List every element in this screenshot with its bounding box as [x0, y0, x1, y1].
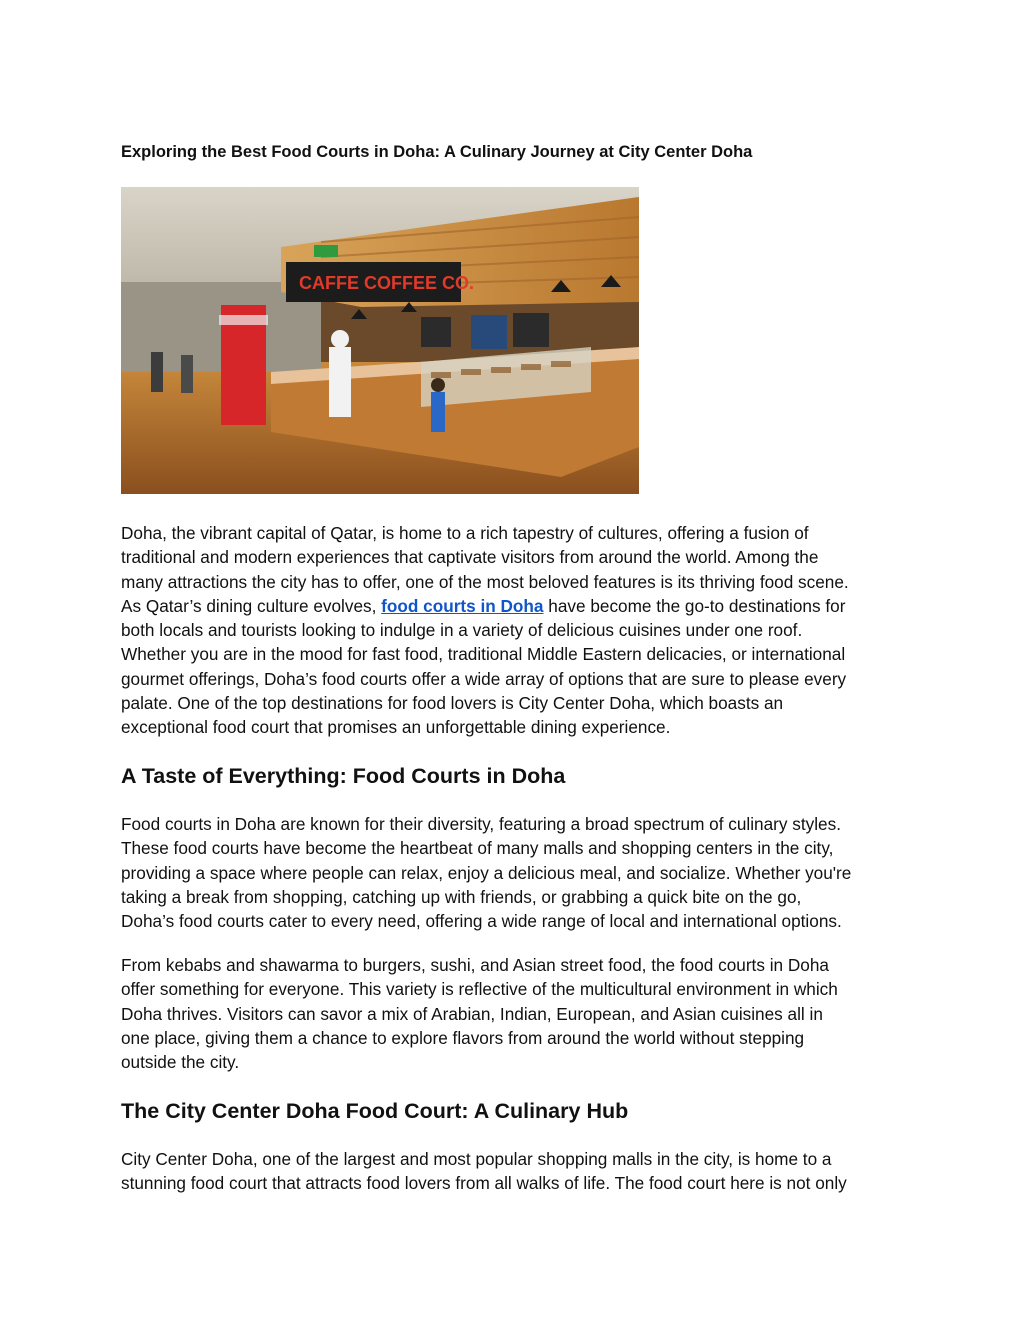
text-line: Doha thrives. Visitors can savor a mix of Arabian, Indian, European, and Asian cuisines all in: [121, 1003, 823, 1024]
text-line: Doha’s food courts cater to every need, offering a wide range of local and international options.: [121, 911, 842, 932]
text-line: City Center Doha, one of the largest and most popular shopping malls in the city, is home to a: [121, 1149, 832, 1169]
text-line: traditional and modern experiences that captivate visitors from around the world. Among the: [121, 547, 819, 568]
section2-paragraph-1: [121, 1147, 911, 1196]
text-line: Whether you are in the mood for fast food, traditional Middle Eastern delicacies, or international: [121, 644, 846, 665]
section-heading-taste: A Taste of Everything: Food Courts in Doha: [121, 764, 566, 788]
text-line: Doha, the vibrant capital of Qatar, is home to a rich tapestry of cultures, offering a fusion of: [121, 523, 809, 543]
text-line: From kebabs and shawarma to burgers, sushi, and Asian street food, the food courts in Doha: [121, 955, 829, 975]
text-line: many attractions the city has to offer, one of the most beloved features is its thriving food scene.: [121, 571, 849, 592]
text-line: Food courts in Doha are known for their diversity, featuring a broad spectrum of culinary styles.: [121, 814, 841, 834]
food-court-photo: [121, 187, 639, 494]
text-line: exceptional food court that promises an unforgettable dining experience.: [121, 717, 671, 738]
section1-paragraph-2: [121, 953, 911, 1074]
text-line: providing a space where people can relax, enjoy a delicious meal, and socialize. Whether you're: [121, 862, 852, 883]
text-line: outside the city.: [121, 1052, 240, 1073]
text-line: offer something for everyone. This variety is reflective of the multicultural environment in which: [121, 979, 838, 1000]
text-line: These food courts have become the heartbeat of many malls and shopping centers in the city,: [121, 838, 834, 859]
section1-paragraph-1: [121, 812, 911, 933]
text-line: one place, giving them a chance to explore flavors from around the world without stepping: [121, 1027, 805, 1048]
text-line: palate. One of the top destinations for food lovers is City Center Doha, which boasts an: [121, 693, 784, 714]
text-line: [121, 594, 911, 618]
text-line: both locals and tourists looking to indulge in a variety of delicious cuisines under one roof.: [121, 620, 803, 641]
text-line: taking a break from shopping, catching up with friends, or grabbing a quick bite on the go,: [121, 886, 802, 907]
text-line: stunning food court that attracts food lovers from all walks of life. The food court here is not only: [121, 1173, 847, 1194]
document-title: Exploring the Best Food Courts in Doha: A Culinary Journey at City Center Doha: [121, 143, 753, 161]
intro-paragraph: [121, 521, 911, 740]
food-courts-link[interactable]: food courts in Doha: [381, 595, 544, 616]
text-fragment: have become the go-to destinations for: [543, 595, 846, 616]
text-fragment: As Qatar’s dining culture evolves,: [121, 595, 382, 616]
photo-store-sign: CAFFE COFFEE CO.: [299, 273, 474, 293]
text-line: gourmet offerings, Doha’s food courts offer a wide array of options that are sure to please every: [121, 668, 847, 689]
section-heading-city-center: The City Center Doha Food Court: A Culinary Hub: [121, 1099, 629, 1123]
